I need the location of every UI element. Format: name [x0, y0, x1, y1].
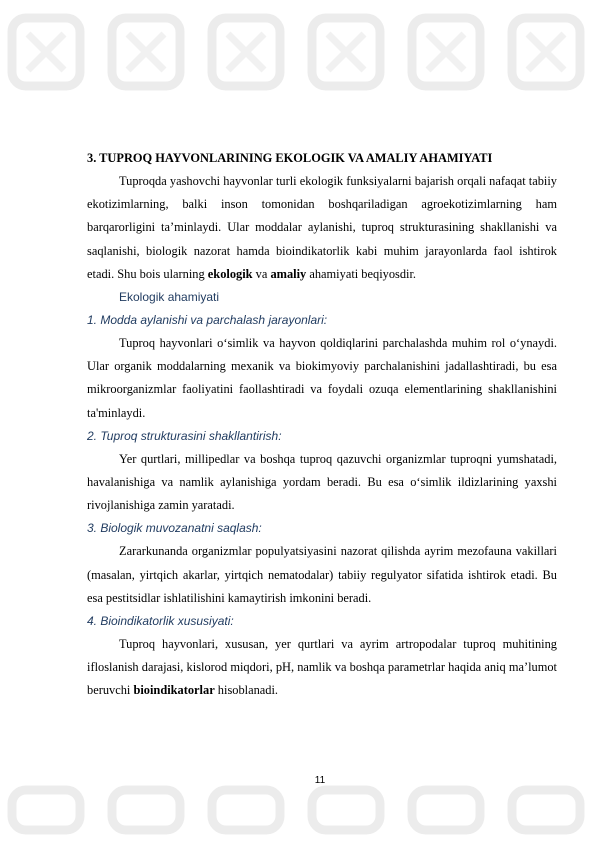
intro-paragraph: [87, 170, 557, 286]
document-body: [87, 150, 557, 703]
intro-bold-amaliy: amaliy: [270, 266, 307, 281]
section-heading: 3. TUPROQ HAYVONLARINING EKOLOGIK VA AMALIY AHAMIYATI: [87, 151, 493, 165]
intro-bold-ekologik: ekologik: [207, 266, 253, 281]
subsection-title: 4. Bioindikatorlik xususiyati:: [87, 614, 234, 629]
bold-term-bioindikatorlar: bioindikatorlar: [133, 683, 215, 698]
subsection-text: hisoblanadi.: [214, 683, 279, 698]
subsection-paragraph: Zararkunanda organizmlar populyatsiyasini nazorat qilishda ayrim mezofauna vakillari (masalan, yirtqich akarlar, yirtqich nematodalar) tabiiy regulyator sifatida ishtirok etadi. Bu esa pestitsidlar ishlatilishini kamaytirish imkonini beradi.: [87, 544, 557, 605]
intro-text: va: [252, 266, 271, 281]
subsection-text: Tuproq hayvonlari, xususan, yer qurtlari va ayrim artropodalar tuproq muhitining ifloslanish darajasi, kislorod miqdori, pH, namlik va boshqa parametrlar haqida aniq ma’lumot beruvchi: [87, 637, 557, 698]
subsection-paragraph: Tuproq hayvonlari o‘simlik va hayvon qoldiqlarini parchalashda muhim rol o‘ynaydi. Ular organik moddalarning mexanik va biokimyoviy parchalanishini jadallashtiradi, bu esa mikroorganizmlar faoliyatini faollashtiradi va foydali ozuqa elementlarining shakllanishini ta'minlaydi.: [87, 336, 557, 420]
subsection-paragraph: Yer qurtlari, millipedlar va boshqa tuproq qazuvchi organizmlar tuproqni yumshatadi, havalanishiga va namlik aylanishiga yordam beradi. Bu esa o‘simlik ildizlarining yaxshi rivojlanishiga zamin yaratadi.: [87, 451, 557, 513]
intro-text: ahamiyati beqiyosdir.: [306, 266, 417, 281]
subsection-title: 3. Biologik muvozanatni saqlash:: [87, 521, 262, 536]
subsection-paragraph: [87, 633, 557, 703]
page-number: 11: [314, 775, 326, 786]
subsection-title: 2. Tuproq strukturasini shakllantirish:: [87, 428, 282, 443]
subsection-title: 1. Modda aylanishi va parchalash jarayonlari:: [87, 313, 328, 328]
section-label: Ekologik ahamiyati: [119, 290, 220, 305]
intro-text: Tuproqda yashovchi hayvonlar turli ekologik funksiyalarni bajarish orqali nafaqat tabiiy ekotizimlarning, balki inson tomonidan boshqariladigan agroekotizimlarning ham barqarorligini ta’minlaydi. Ular moddalar aylanishi, tuproq strukturasining shakllanishi va saqlanishi, biologik nazorat hamda bioindikatorlik kabi muhim jarayonlarda faol ishtirok etadi. Shu bois ularning: [87, 174, 557, 281]
